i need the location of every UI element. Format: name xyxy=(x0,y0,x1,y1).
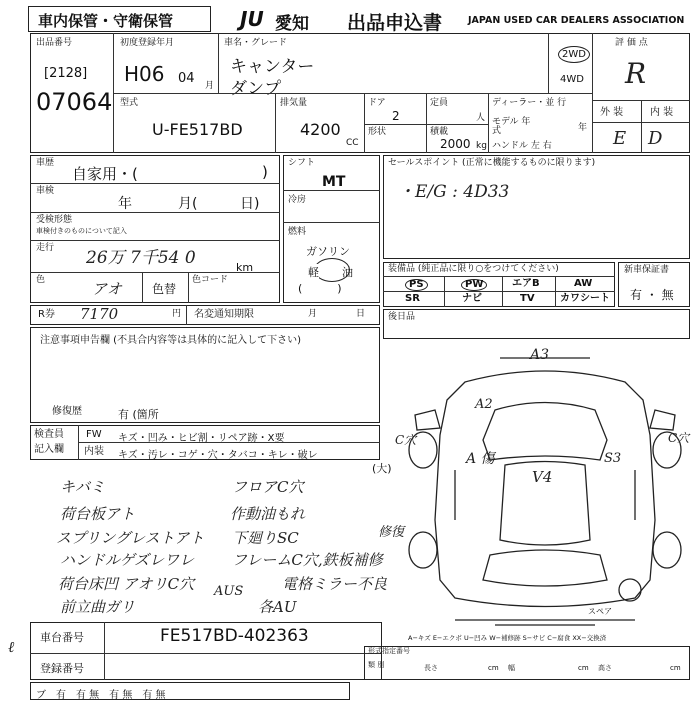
mark-front-left: A2 xyxy=(475,397,493,412)
shift-label: シフト xyxy=(288,158,316,168)
acceptance-note: 車検付きのものについて記入 xyxy=(36,227,127,235)
displacement-value: 4200 xyxy=(300,120,341,139)
dimension-table xyxy=(364,646,690,680)
dimension-cm-3: cm xyxy=(670,664,681,672)
diagram-legend: A−キズ E−エクボ U−凹み W−補修跡 S−サビ C−腐食 XX−交換済 xyxy=(408,634,607,642)
note-right-4: フレームC穴,鉄板補修 xyxy=(232,551,383,569)
exterior-label: 外 装 xyxy=(600,107,624,118)
equip-aw: AW xyxy=(574,278,593,289)
margin-mark: ℓ xyxy=(8,638,15,656)
interior-inspect-label: 内装 xyxy=(84,446,104,457)
model-year-label: モデル 年式 xyxy=(492,117,531,136)
displacement-label: 排気量 xyxy=(280,98,308,108)
mark-right: C穴 xyxy=(668,431,690,445)
color-label: 色 xyxy=(36,275,46,285)
dimension-width: 幅 xyxy=(508,664,515,672)
registration-label: 初度登録年月 xyxy=(120,38,175,48)
dimension-cm-2: cm xyxy=(578,664,589,672)
mark-left-door: A 傷 xyxy=(466,451,495,467)
ju-logo: JU xyxy=(240,7,264,31)
inspection-year: 年 xyxy=(118,196,132,212)
spare-label: スペア xyxy=(588,607,612,616)
note-right-1: フロアC穴 xyxy=(232,478,304,496)
inspection-day: 日) xyxy=(240,196,260,212)
chassis-label: 車台番号 xyxy=(40,631,84,644)
registration-year: H06 xyxy=(124,62,165,86)
note-right-5: 電格ミラー不良 xyxy=(282,575,388,593)
evaluation-label: 評 価 点 xyxy=(615,38,648,48)
notice-label: 注意事項申告欄 (不具合内容等は具体的に記入して下さい) xyxy=(40,335,301,346)
type-label: 型式 xyxy=(120,98,139,108)
fuel-diesel: 油 xyxy=(342,266,353,279)
fuel-paren: ( ) xyxy=(298,282,342,295)
sales-point-text: ・E/G : 4D33 xyxy=(398,182,510,202)
dimension-length: 長さ xyxy=(424,664,438,672)
registration-month-unit: 月 xyxy=(205,81,215,91)
model-year-unit: 年 xyxy=(578,123,588,133)
aus-note: AUS xyxy=(214,584,244,599)
equip-sr: SR xyxy=(405,293,420,304)
mark-right-door: S3 xyxy=(604,451,622,466)
lot-code: [2128] xyxy=(44,66,88,81)
equip-pw: PW xyxy=(461,279,487,291)
equipment-label: 装備品 (純正品に限り○をつけてください) xyxy=(388,264,559,274)
car-diagram xyxy=(395,340,695,640)
mileage-label: 走行 xyxy=(36,243,55,253)
shift-value: MT xyxy=(322,174,346,190)
note-1: キバミ xyxy=(60,478,106,496)
dimension-label-1: 形式指定番号 xyxy=(368,647,410,655)
note-3: スプリングレストアト xyxy=(56,529,205,547)
repair-value: 有 (箇所 xyxy=(118,408,159,421)
interior-label: 内 装 xyxy=(650,107,674,118)
equip-tv: TV xyxy=(520,293,535,304)
fuel-value: ガソリン xyxy=(306,245,350,258)
acceptance-label: 受検形態 xyxy=(36,215,73,225)
exterior-score: E xyxy=(613,128,627,149)
later-items-block xyxy=(383,309,690,339)
sales-point-label: セールスポイント (正常に機能するものに限ります) xyxy=(388,158,596,168)
note-4: ハンドルゲズレワレ xyxy=(60,551,195,569)
model-type: U-FE517BD xyxy=(152,120,243,139)
evaluation-score: R xyxy=(625,57,647,90)
transfer-day: 日 xyxy=(356,309,366,319)
doors-label: ドア xyxy=(368,98,386,108)
model-label: 車名・グレード xyxy=(224,38,288,48)
note-2: 荷台板アト xyxy=(60,505,136,523)
inspector-label: 検査員 xyxy=(34,429,64,440)
history-close: ) xyxy=(262,163,268,181)
recycle-value: 7170 xyxy=(80,305,119,323)
note-5: 荷台床凹 アオリC穴 xyxy=(58,575,195,593)
doors-value: 2 xyxy=(392,109,400,123)
model-name-2: ダンプ xyxy=(230,79,282,99)
mark-top: A3 xyxy=(530,347,550,363)
equip-seat: カワシート xyxy=(560,293,610,304)
inspection-month: 月( xyxy=(178,196,198,212)
seats-label: 定員 xyxy=(430,98,449,108)
note-right-3: 下廻りSC xyxy=(232,529,299,547)
inspection-label: 車検 xyxy=(36,186,55,196)
recycle-unit: 円 xyxy=(172,309,182,319)
lot-label: 出品番号 xyxy=(36,38,73,48)
mileage-unit: km xyxy=(236,261,254,274)
mileage-value: 26万 7千54 0 xyxy=(86,248,196,268)
note-6: 前立曲ガリ xyxy=(60,598,136,616)
shape-label: 形状 xyxy=(368,127,387,137)
load-value: 2000 xyxy=(440,137,471,151)
lot-number: 07064 xyxy=(36,88,113,116)
model-name-1: キャンター xyxy=(230,57,315,77)
equip-navi: ナビ xyxy=(462,293,482,304)
fuel-label: 燃料 xyxy=(288,227,307,237)
chassis-value: FE517BD-402363 xyxy=(160,626,309,646)
ac-label: 冷房 xyxy=(288,195,307,205)
form-title: 出品申込書 xyxy=(347,12,443,34)
color-value: アオ xyxy=(92,280,122,298)
warranty-label: 新車保証書 xyxy=(624,265,670,275)
side-note: 修復 xyxy=(378,525,405,540)
fw-text: キズ・凹み・ヒビ割・リペア跡・X要 xyxy=(118,433,285,444)
dimension-cm-1: cm xyxy=(488,664,499,672)
dealer-label: ディーラー・並 行 xyxy=(492,98,567,108)
interior-score: D xyxy=(648,128,663,149)
dimension-label-2: 類 別 xyxy=(368,661,385,669)
inspector-paren: (大) xyxy=(372,462,392,475)
drive-2wd: 2WD xyxy=(558,46,590,63)
displacement-unit: CC xyxy=(346,138,359,148)
equip-ps: PS xyxy=(405,279,428,291)
reg-number-label: 登録番号 xyxy=(40,662,84,675)
transfer-label: 名変通知期限 xyxy=(194,309,254,320)
storage-label: 車内保管・守衛保管 xyxy=(38,12,174,30)
later-items-label: 後日品 xyxy=(388,312,416,322)
transfer-month: 月 xyxy=(308,309,318,319)
color-change: 色替 xyxy=(152,282,177,296)
repair-label: 修復歴 xyxy=(52,406,82,417)
sales-point-block xyxy=(383,155,690,259)
history-label: 車歴 xyxy=(36,158,55,168)
note-right-2: 作動油もれ xyxy=(230,505,306,523)
equip-airbag: エアB xyxy=(512,278,540,289)
registration-month: 04 xyxy=(178,71,195,86)
color-code: 色コード xyxy=(192,275,229,285)
recycle-label: R券 xyxy=(38,309,55,320)
history-value: 自家用・( xyxy=(72,165,138,183)
seats-unit: 人 xyxy=(476,113,486,123)
association-name: JAPAN USED CAR DEALERS ASSOCIATION xyxy=(468,15,685,26)
mark-left: C穴 xyxy=(395,433,417,447)
load-unit: kg xyxy=(476,141,487,151)
inspector-label-2: 記入欄 xyxy=(34,444,64,455)
dimension-height: 高さ xyxy=(598,664,612,672)
footer-text: ブ 有 有 無 有 無 有 無 xyxy=(36,690,166,701)
warranty-value: 有 ・ 無 xyxy=(630,288,674,302)
brand-name: 愛知 xyxy=(275,14,309,34)
note-right-6: 各AU xyxy=(258,598,297,616)
handle-label: ハンドル 左 右 xyxy=(492,141,552,151)
fuel-light: 軽 xyxy=(308,266,319,279)
load-label: 積載 xyxy=(430,127,449,137)
interior-inspect-text: キズ・汚レ・コゲ・穴・タバコ・キレ・破レ xyxy=(118,450,318,461)
fw-label: FW xyxy=(86,429,102,440)
mark-center: V4 xyxy=(532,468,553,486)
drive-4wd: 4WD xyxy=(560,74,584,85)
